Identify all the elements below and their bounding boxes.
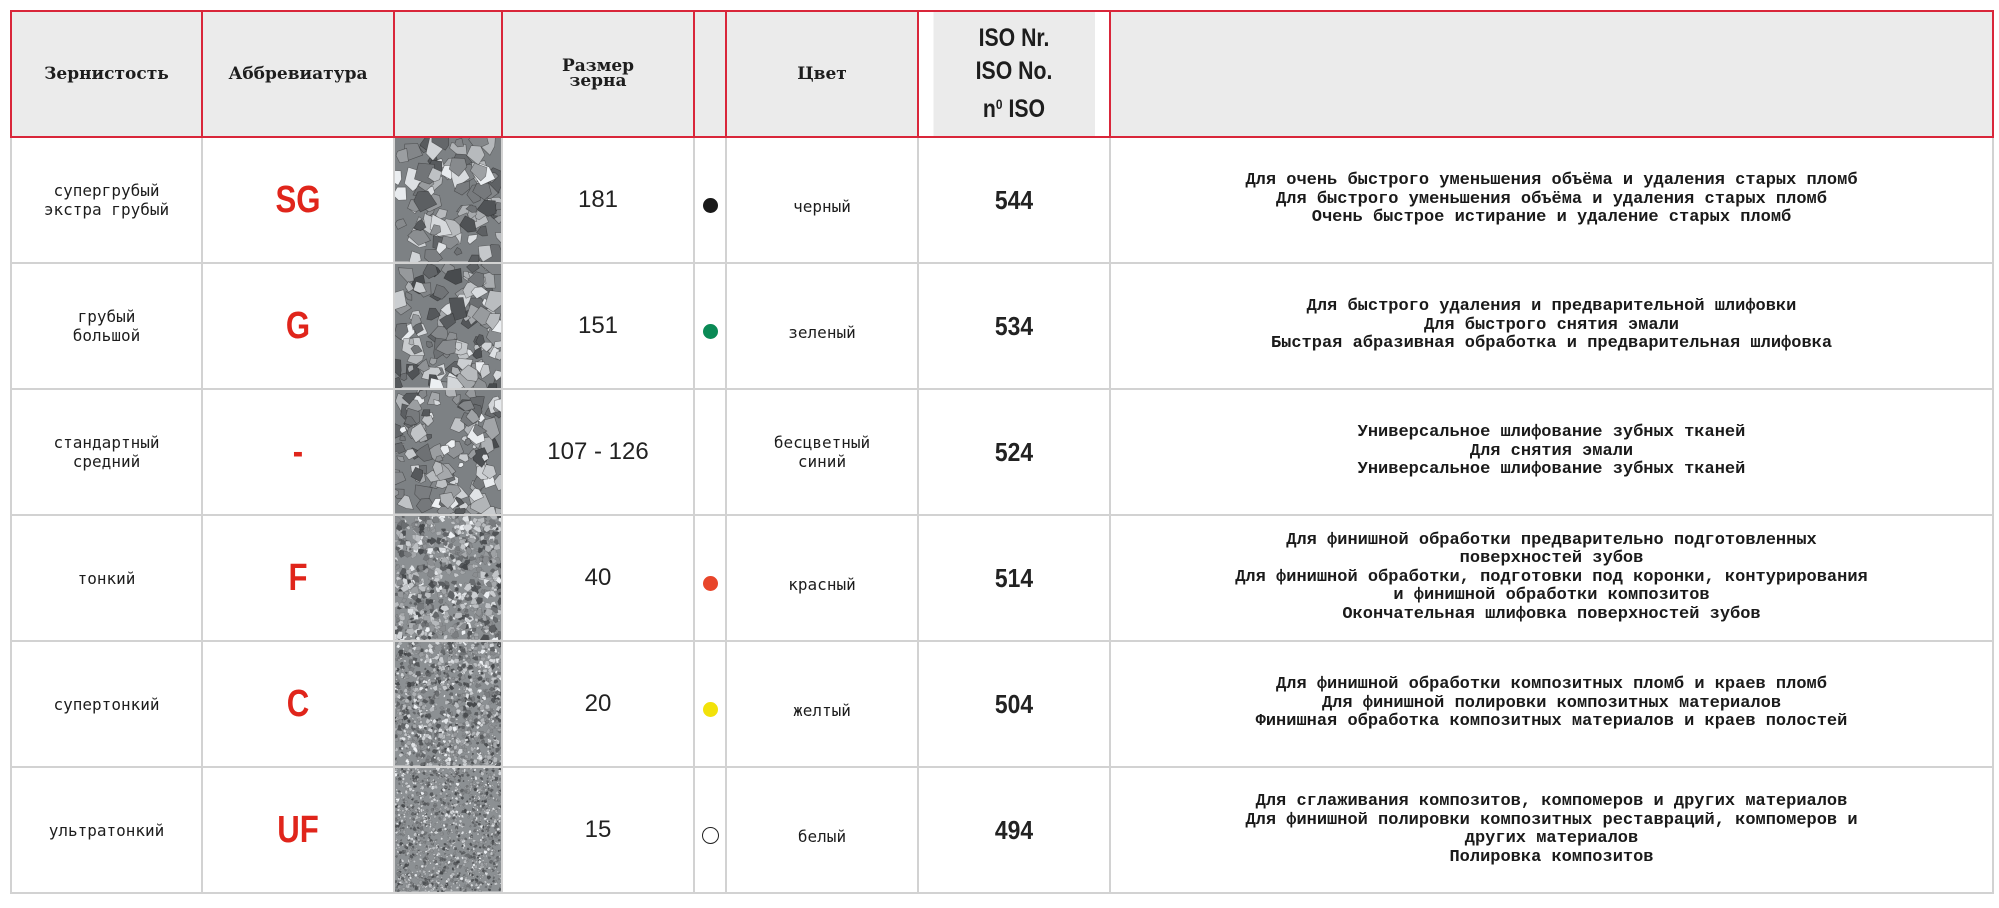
grit-texture-image <box>394 389 502 515</box>
abbreviation-cell: C <box>219 641 376 767</box>
color-name-cell <box>726 641 918 767</box>
iso-number-cell: 534 <box>930 263 1099 389</box>
table-row <box>11 767 1993 893</box>
description-line: Для снятия эмали <box>1469 441 1634 461</box>
color-name-cell <box>726 137 918 263</box>
grit-texture-image <box>394 137 502 263</box>
grit-cell <box>11 767 202 893</box>
header-iso <box>932 11 1095 137</box>
color-name-line1: белый <box>797 826 847 846</box>
description-line: Для быстрого уменьшения объёма и удаления старых пломб <box>1276 189 1827 209</box>
color-dot-cell <box>694 137 726 263</box>
grit-texture-image <box>394 767 502 893</box>
table-row <box>11 137 1993 263</box>
grit-cell <box>11 389 202 515</box>
header-grit: Зернистость <box>11 11 202 137</box>
iso-number-cell: 494 <box>930 767 1099 893</box>
header-description <box>1110 11 1993 137</box>
grit-line2: экстра грубый <box>43 200 170 219</box>
color-name-line1: бесцветный <box>773 433 871 452</box>
color-name-line1: черный <box>793 196 851 216</box>
grit-line1: супергрубый <box>53 181 160 200</box>
description-line: Для быстрого удаления и предварительной шлифовки <box>1306 297 1797 317</box>
color-name-cell <box>726 389 918 515</box>
description-line: поверхностей зубов <box>1459 549 1644 569</box>
grit-texture-image <box>394 263 502 389</box>
header-size-line2: зерна <box>569 71 627 91</box>
description-line: Окончательная шлифовка поверхностей зубов <box>1342 604 1761 624</box>
grit-line1: тонкий <box>77 568 136 588</box>
grain-size-cell: 151 <box>502 263 694 389</box>
color-name-line1: зеленый <box>788 322 856 342</box>
description-line: Универсальное шлифование зубных тканей <box>1357 460 1746 480</box>
table-row <box>11 263 1993 389</box>
grit-cell <box>11 137 202 263</box>
description-line: и финишной обработки композитов <box>1393 586 1710 606</box>
grit-cell <box>11 263 202 389</box>
abbreviation-cell: F <box>219 515 376 641</box>
description-line: Для финишной обработки, подготовки под коронки, контурирования <box>1235 567 1868 587</box>
color-dot-icon <box>703 576 718 591</box>
description-line: Для сглаживания композитов, компомеров и других материалов <box>1255 792 1848 811</box>
abbreviation-cell: UF <box>219 767 376 893</box>
description-line: Для финишной полировки композитных реставраций, компомеров и <box>1245 810 1858 830</box>
grit-line2: большой <box>72 326 141 345</box>
description-line: Для финишной полировки композитных материалов <box>1321 693 1782 713</box>
header-row <box>11 11 1993 137</box>
color-dot-cell <box>694 767 726 893</box>
abbreviation-cell: - <box>219 389 376 515</box>
iso-number-cell: 524 <box>930 389 1099 515</box>
grit-texture-image <box>394 641 502 767</box>
grain-size-cell: 107 - 126 <box>502 389 694 515</box>
description-cell <box>1110 389 1993 515</box>
table-row <box>11 515 1993 641</box>
header-texture <box>394 11 502 137</box>
color-dot-icon <box>703 198 718 213</box>
description-line: Для быстрого снятия эмали <box>1423 315 1680 335</box>
iso-number-cell: 544 <box>930 137 1099 263</box>
grain-size-cell: 15 <box>502 767 694 893</box>
color-name-cell <box>726 515 918 641</box>
header-iso-line3: $n^0$ ISO <box>982 95 1046 123</box>
color-name-cell <box>726 767 918 893</box>
color-dot-cell <box>694 263 726 389</box>
description-line: Для финишной обработки предварительно подготовленных <box>1286 530 1817 550</box>
grit-line1: супертонкий <box>53 694 160 714</box>
description-line: Для очень быстрого уменьшения объёма и удаления старых пломб <box>1245 171 1858 191</box>
iso-number-cell: 514 <box>930 515 1099 641</box>
header-abbreviation: Аббревиатура <box>202 11 394 137</box>
description-cell <box>1110 263 1993 389</box>
grit-texture-image <box>394 515 502 641</box>
color-name-line1: красный <box>788 574 856 594</box>
grit-line1: ультратонкий <box>48 820 165 840</box>
description-cell <box>1110 137 1993 263</box>
description-line: Полировка композитов <box>1449 847 1654 867</box>
grit-line2: средний <box>72 452 141 471</box>
color-dot-icon <box>702 827 719 844</box>
color-dot-cell <box>694 389 726 515</box>
abbreviation-cell: SG <box>219 137 376 263</box>
color-dot-cell <box>694 641 726 767</box>
grit-cell <box>11 515 202 641</box>
header-color: Цвет <box>726 11 918 137</box>
color-name-line1: желтый <box>793 700 851 720</box>
grain-size-cell: 40 <box>502 515 694 641</box>
color-name-line2: синий <box>797 452 847 471</box>
description-line: Универсальное шлифование зубных тканей <box>1357 423 1746 443</box>
grain-size-cell: 20 <box>502 641 694 767</box>
color-name-cell <box>726 263 918 389</box>
grit-table <box>10 10 1994 894</box>
header-iso-line2: ISO No. <box>975 57 1053 85</box>
description-line: Быстрая абразивная обработка и предварительная шлифовка <box>1270 334 1833 354</box>
abbreviation-cell: G <box>219 263 376 389</box>
header-grain-size <box>502 11 694 137</box>
description-line: Очень быстрое истирание и удаление старых пломб <box>1311 208 1792 228</box>
header-dot <box>694 11 726 137</box>
grit-cell <box>11 641 202 767</box>
grit-line1: грубый <box>77 307 136 326</box>
header-iso-line1: ISO Nr. <box>978 24 1050 52</box>
grit-line1: стандартный <box>53 433 160 452</box>
table-row <box>11 641 1993 767</box>
color-dot-icon <box>703 702 718 717</box>
color-dot-icon <box>703 324 718 339</box>
color-dot-cell <box>694 515 726 641</box>
description-cell <box>1110 641 1993 767</box>
description-line: других материалов <box>1464 829 1639 848</box>
iso-number-cell: 504 <box>930 641 1099 767</box>
header-size-line1: Размер <box>561 56 635 76</box>
description-cell <box>1110 767 1993 893</box>
description-line: Финишная обработка композитных материалов и краев полостей <box>1255 712 1848 732</box>
table-row <box>11 389 1993 515</box>
grain-size-cell: 181 <box>502 137 694 263</box>
description-cell <box>1110 515 1993 641</box>
description-line: Для финишной обработки композитных пломб и краев пломб <box>1276 675 1827 695</box>
